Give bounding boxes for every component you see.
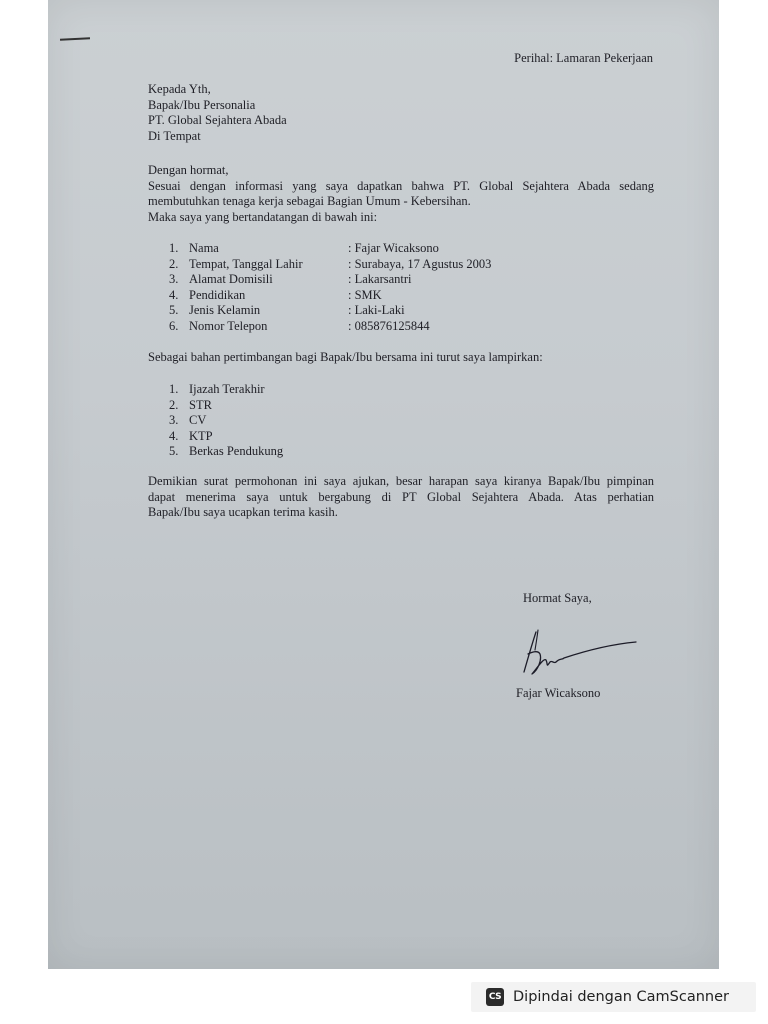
row-number: 6. — [169, 318, 179, 333]
field-value: : Fajar Wicaksono — [348, 241, 439, 255]
closing-line: dapat menerima saya untuk bergabung di PT Global Sejahtera Abada. Atas perhatian — [148, 489, 654, 504]
row-number: 2. — [169, 256, 179, 271]
field-value: : Laki-Laki — [348, 303, 405, 318]
recipient-line: Di Tempat — [148, 128, 201, 143]
watermark-text: Dipindai dengan CamScanner — [513, 989, 730, 1005]
closing-line: Bapak/Ibu saya ucapkan terima kasih. — [148, 505, 338, 520]
salutation: Dengan hormat, — [148, 163, 229, 177]
row-number: 2. — [169, 397, 179, 412]
attachment-label: STR — [189, 397, 212, 412]
row-number: 4. — [169, 428, 179, 443]
field-value: : 085876125844 — [348, 318, 430, 333]
subject-line: Perihal: Lamaran Pekerjaan — [514, 51, 653, 65]
row-number: 5. — [169, 303, 179, 318]
attachment-label: Berkas Pendukung — [189, 444, 284, 459]
signer-name: Fajar Wicaksono — [516, 686, 601, 700]
row-number: 1. — [169, 382, 179, 396]
field-value: : Lakarsantri — [348, 272, 412, 287]
row-number: 3. — [169, 272, 179, 287]
field-value: : Surabaya, 17 Agustus 2003 — [348, 256, 492, 271]
identity-row — [169, 272, 491, 288]
attachment-item — [169, 429, 283, 445]
identity-row — [169, 288, 491, 304]
attachment-label: KTP — [189, 428, 213, 443]
field-label: Jenis Kelamin — [189, 303, 261, 318]
attachment-item — [169, 444, 283, 460]
attachments-list — [169, 382, 283, 460]
attachment-label: CV — [189, 413, 207, 428]
field-value: : SMK — [348, 287, 382, 302]
identity-row — [169, 303, 491, 319]
recipient-line: Bapak/Ibu Personalia — [148, 97, 256, 112]
attachments-intro: Sebagai bahan pertimbangan bagi Bapak/Ibu bersama ini turut saya lampirkan: — [148, 350, 543, 364]
field-label: Nomor Telepon — [189, 318, 268, 333]
camscanner-watermark — [471, 982, 756, 1012]
signature — [518, 624, 638, 684]
row-number: 5. — [169, 444, 179, 459]
row-number: 1. — [169, 241, 179, 255]
attachment-item — [169, 398, 283, 414]
attachment-item — [169, 382, 283, 398]
attachment-label: Ijazah Terakhir — [189, 382, 265, 396]
intro-line: Sesuai dengan informasi yang saya dapatkan bahwa PT. Global Sejahtera Abada sedang — [148, 178, 654, 193]
attachment-item — [169, 413, 283, 429]
recipient-line: PT. Global Sejahtera Abada — [148, 113, 287, 128]
closing-paragraph — [148, 474, 654, 521]
opening-paragraph — [148, 163, 654, 225]
identity-list — [169, 241, 491, 335]
identity-row — [169, 257, 491, 273]
field-label: Alamat Domisili — [189, 272, 273, 287]
camscanner-logo-icon: CS — [486, 988, 504, 1006]
recipient-line: Kepada Yth, — [148, 82, 211, 96]
recipient-block — [148, 82, 287, 144]
field-label: Tempat, Tanggal Lahir — [189, 256, 303, 271]
row-number: 3. — [169, 413, 179, 428]
identity-row — [169, 241, 491, 257]
field-label: Nama — [189, 241, 219, 255]
scanned-paper — [48, 0, 719, 969]
field-label: Pendidikan — [189, 287, 246, 302]
sign-off: Hormat Saya, — [523, 591, 592, 605]
intro-line: membutuhkan tenaga kerja sebagai Bagian Umum - Kebersihan. — [148, 194, 471, 209]
intro-line: Maka saya yang bertandatangan di bawah ini: — [148, 209, 378, 224]
row-number: 4. — [169, 287, 179, 302]
identity-row — [169, 319, 491, 335]
closing-line: Demikian surat permohonan ini saya ajukan, besar harapan saya kiranya Bapak/Ibu pimpinan — [148, 474, 654, 488]
pen-mark — [60, 37, 90, 41]
